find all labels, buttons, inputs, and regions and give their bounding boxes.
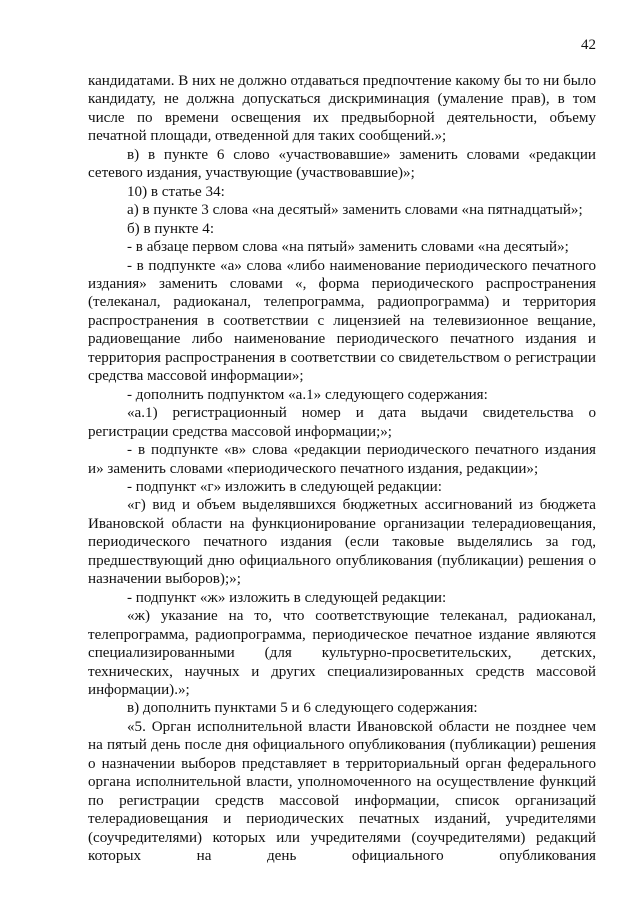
paragraph: в) дополнить пунктами 5 и 6 следующего содержания: [127, 700, 478, 717]
paragraph: «а.1) регистрационный номер и дата выдачи свидетельства о регистрации средства массовой информации;»; [88, 405, 596, 440]
page-number: 42 [581, 37, 596, 53]
paragraph: - в подпункте «а» слова «либо наименование периодического печатного издания» заменить словами «, форма периодического распространения (телеканал, радиоканал, телепрограмма, радиопрограмма) и территория распространения в соответствии с лицензией на телевизионное вещание, радиовещание либо наименование периодического печатного издания и территория распространения в соответствии со свидетельством о регистрации средства массовой информации»; [88, 257, 596, 385]
paragraph: 10) в статье 34: [127, 183, 225, 200]
paragraph: «5. Орган исполнительной власти Ивановской области не позднее чем на пятый день после дня официального опубликования (публикации) решения о назначении выборов представляет в территориальный орган федерального органа исполнительной власти, уполномоченного на осуществление функций по регистрации средств массовой информации, список организаций телерадиовещания и периодических печатных изданий, учредителями (соучредителями) которых или учредителями (соучредителями) редакций которых на день официального опубликования [88, 718, 596, 865]
paragraph: кандидатами. В них не должно отдаваться предпочтение какому бы то ни было кандидату, не должна допускаться дискриминация (умаление прав), в том числе по времени освещения их предвыборной деятельности, объему печатной площади, отведенной для таких сообщений.»; [88, 73, 596, 145]
paragraph: а) в пункте 3 слова «на десятый» заменить словами «на пятнадцатый»; [127, 202, 583, 219]
paragraph: в) в пункте 6 слово «участвовавшие» заменить словами «редакции сетевого издания, участвующие (участвовавшие)»; [88, 146, 596, 182]
paragraph: «ж) указание на то, что соответствующие телеканал, радиоканал, телепрограмма, радиопрограмма, периодическое печатное издание являются специализированными (для культурно-просветительских, детских, технических, научных и других специализированных средств массовой информации).»; [88, 608, 596, 698]
paragraph: - подпункт «ж» изложить в следующей редакции: [127, 589, 447, 606]
paragraph: - подпункт «г» изложить в следующей редакции: [127, 478, 442, 495]
paragraph: - в подпункте «в» слова «редакции периодического печатного издания и» заменить словами «периодического печатного издания, редакции»; [88, 442, 596, 477]
paragraph: б) в пункте 4: [127, 220, 215, 237]
paragraph: - дополнить подпунктом «а.1» следующего содержания: [127, 386, 488, 403]
body-text [88, 72, 596, 865]
paragraph: «г) вид и объем выделявшихся бюджетных ассигнований из бюджета Ивановской области на функционирование организации телерадиовещания, периодического печатного издания (если таковые выделялись за год, предшествующий дню официального опубликования (публикации) решения о назначении выборов);»; [88, 497, 596, 588]
paragraph: - в абзаце первом слова «на пятый» заменить словами «на десятый»; [127, 239, 569, 256]
